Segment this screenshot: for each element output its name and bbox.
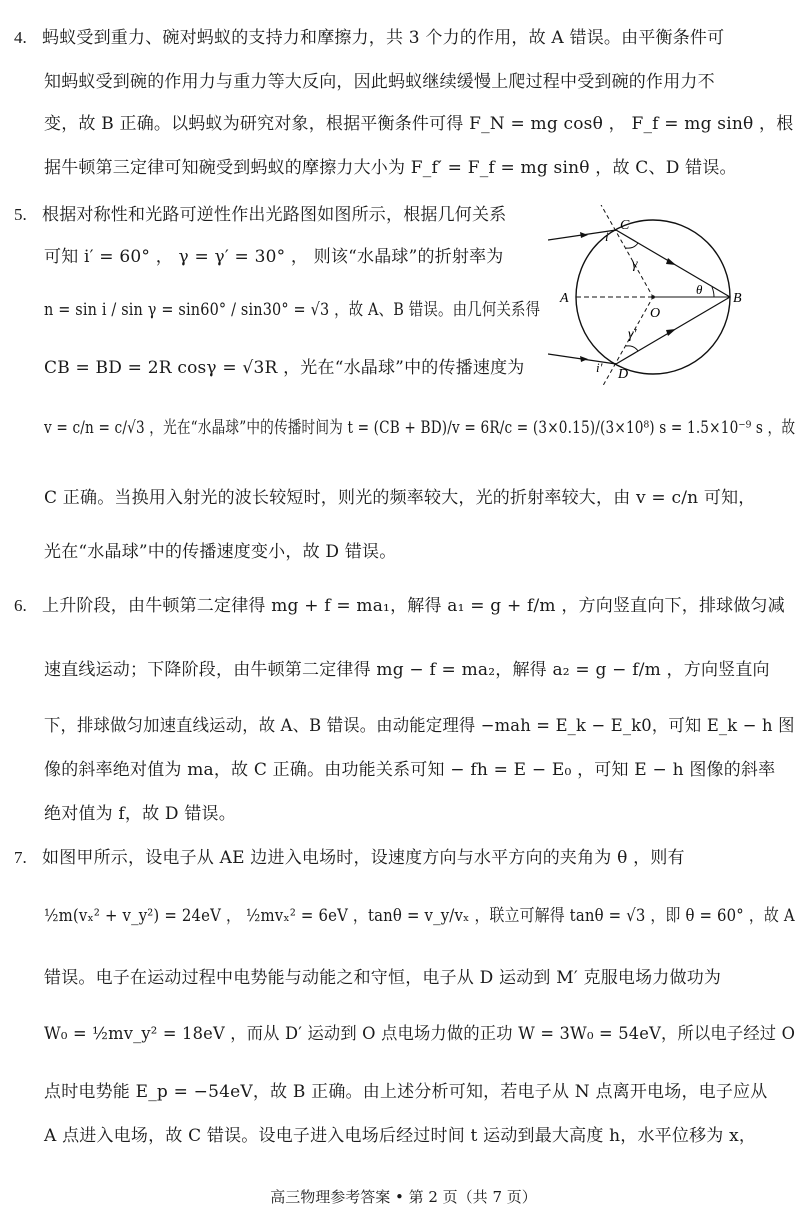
- label-a: A: [560, 291, 569, 306]
- light-path-figure: [548, 205, 748, 385]
- q7-line-1: 如图甲所示，设电子从 AE 边进入电场时，设速度方向与水平方向的夹角为 θ ，则有: [42, 848, 685, 868]
- label-gamma: γ: [632, 257, 638, 272]
- q6-line-1: 上升阶段，由牛顿第二定律得 mg + f = ma₁，解得 a₁ = g + f/m ，方向竖直向下，排球做匀减: [42, 596, 785, 616]
- q7-line-2: ½m(vₓ² + v_y²) = 24eV ， ½mvₓ² = 6eV ，tanθ = v_y/vₓ ，联立可解得 tanθ = √3 ，即 θ = 60° ，故 A: [44, 906, 795, 926]
- q6-line-2: 速直线运动；下降阶段，由牛顿第二定律得 mg − f = ma₂，解得 a₂ = g − f/m ，方向竖直向: [44, 660, 770, 680]
- q5-line-6: C 正确。当换用入射光的波长较短时，则光的频率较大，光的折射率较大，由 v = c/n 可知，: [44, 488, 756, 508]
- label-c: C: [620, 218, 630, 233]
- angle-gamma-arc: [626, 243, 638, 248]
- q5-line-4: CB = BD = 2R cosγ = √3R ，光在“水晶球”中的传播速度为: [44, 358, 525, 378]
- point-o: [651, 295, 655, 299]
- q6-line-4: 像的斜率绝对值为 ma，故 C 正确。由功能关系可知 − fh = E − E₀ ，可知 E − h 图像的斜率: [44, 760, 776, 780]
- q5-line-5: v = c/n = c/√3 ，光在“水晶球”中的传播时间为 t = (CB + BD)/v = 6R/c = (3×0.15)/(3×10⁸) s = 1.5×10⁻⁹ s ，故: [44, 418, 796, 438]
- q7-line-3: 错误。电子在运动过程中电势能与动能之和守恒，电子从 D 运动到 M′ 克服电场力做功为: [44, 968, 722, 988]
- q7-line-6: A 点进入电场，故 C 错误。设电子进入电场后经过时间 t 运动到最大高度 h，水平位移为 x，: [44, 1126, 757, 1146]
- q5-line-7: 光在“水晶球”中的传播速度变小，故 D 错误。: [44, 542, 397, 562]
- label-o: O: [650, 306, 661, 321]
- q7-line-4: W₀ = ½mv_y² = 18eV ，而从 D′ 运动到 O 点电场力做的正功 W = 3W₀ = 54eV，所以电子经过 O: [44, 1024, 796, 1044]
- q4-line-4: 据牛顿第三定律可知碗受到蚂蚁的摩擦力大小为 F_f′ = F_f = mg sinθ ，故 C、D 错误。: [44, 158, 737, 178]
- q6-line-3: 下，排球做匀加速直线运动，故 A、B 错误。由动能定理得 −mah = E_k − E_k0，可知 E_k − h 图: [44, 716, 795, 736]
- page-footer: 高三物理参考答案 • 第 2 页（共 7 页）: [270, 1188, 537, 1206]
- arrow-db: [666, 329, 676, 336]
- q4-line-2: 知蚂蚁受到碗的作用力与重力等大反向，因此蚂蚁继续缓慢上爬过程中受到碗的作用力不: [44, 72, 715, 92]
- label-d: D: [618, 367, 629, 382]
- q5-line-1: 根据对称性和光路可逆性作出光路图如图所示，根据几何关系: [42, 205, 507, 225]
- q5-line-2: 可知 i′ = 60° ， γ = γ′ = 30° ， 则该“水晶球”的折射率为: [44, 247, 504, 267]
- q5-number: 5.: [14, 205, 27, 224]
- q7-line-5: 点时电势能 E_p = −54eV，故 B 正确。由上述分析可知，若电子从 N 点离开电场，电子应从: [44, 1082, 768, 1102]
- q4-line-3: 变，故 B 正确。以蚂蚁为研究对象，根据平衡条件可得 F_N = mg cosθ ， F_f = mg sinθ ，根: [44, 114, 794, 134]
- label-gamma-prime: γ′: [628, 327, 637, 342]
- q6-number: 6.: [14, 596, 27, 615]
- q4-line-1: 蚂蚁受到重力、碗对蚂蚁的支持力和摩擦力，共 3 个力的作用，故 A 错误。由平衡条件可: [42, 28, 725, 48]
- label-theta: θ: [696, 282, 703, 297]
- q7-number: 7.: [14, 848, 27, 867]
- angle-gamma-prime-arc: [626, 346, 638, 351]
- q6-line-5: 绝对值为 f，故 D 错误。: [44, 804, 236, 824]
- label-i-prime: i′: [596, 360, 603, 375]
- q5-line-3: n = sin i / sin γ = sin60° / sin30° = √3 ，故 A、B 错误。由几何关系得: [44, 300, 541, 320]
- arrow-cb: [666, 258, 676, 265]
- label-i: i: [605, 229, 609, 244]
- label-b: B: [733, 291, 742, 306]
- angle-theta-arc: [712, 287, 714, 297]
- arrow-bottom: [580, 356, 588, 362]
- arrow-top: [580, 232, 588, 238]
- q4-number: 4.: [14, 28, 27, 47]
